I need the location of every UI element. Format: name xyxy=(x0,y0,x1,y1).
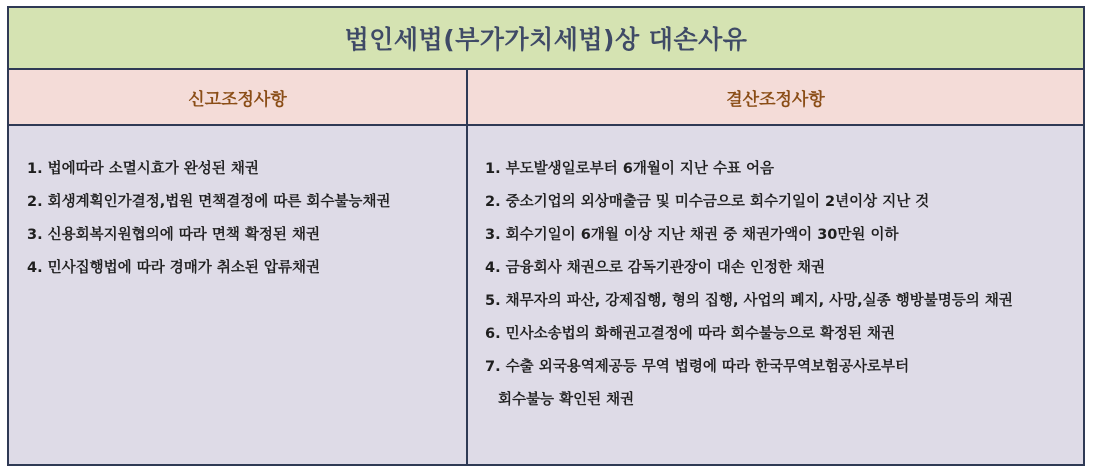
left-item-list xyxy=(27,126,457,291)
list-item: 7. 수출 외국용역제공등 무역 법령에 따라 한국무역보험공사로부터 xyxy=(485,359,910,375)
list-item: 4. 금융회사 채권으로 감독기관장이 대손 인정한 채권 xyxy=(485,260,826,276)
list-item: 1. 부도발생일로부터 6개월이 지난 수표 어음 xyxy=(485,161,775,177)
list-item: 2. 중소기업의 외상매출금 및 미수금으로 회수기일이 2년이상 지난 것 xyxy=(485,194,930,210)
list-item-continuation: 회수불능 확인된 채권 xyxy=(498,392,635,408)
list-item: 4. 민사집행법에 따라 경매가 취소된 압류채권 xyxy=(27,260,320,276)
table-title: 법인세법(부가가치세법)상 대손사유 xyxy=(9,8,1083,70)
list-item: 1. 법에따라 소멸시효가 완성된 채권 xyxy=(27,161,259,177)
list-item: 5. 채무자의 파산, 강제집행, 형의 집행, 사업의 폐지, 사망,실종 행방불명등의 채권 xyxy=(485,293,1013,309)
list-item: 6. 민사소송법의 화해권고결정에 따라 회수불능으로 확정된 채권 xyxy=(485,326,896,342)
header-settlement-adjustment: 결산조정사항 xyxy=(726,89,825,110)
bad-debt-table xyxy=(7,6,1085,466)
right-item-list xyxy=(485,126,1081,423)
list-item: 2. 회생계획인가결정,법원 면책결정에 따른 회수불능채권 xyxy=(27,194,391,210)
list-item: 3. 신용회복지원협의에 따라 면책 확정된 채권 xyxy=(27,227,320,243)
column-header-row xyxy=(9,70,1083,126)
column-divider xyxy=(466,70,468,464)
list-item: 3. 회수기일이 6개월 이상 지난 채권 중 채권가액이 30만원 이하 xyxy=(485,227,899,243)
header-tax-adjustment: 신고조정사항 xyxy=(188,89,287,110)
